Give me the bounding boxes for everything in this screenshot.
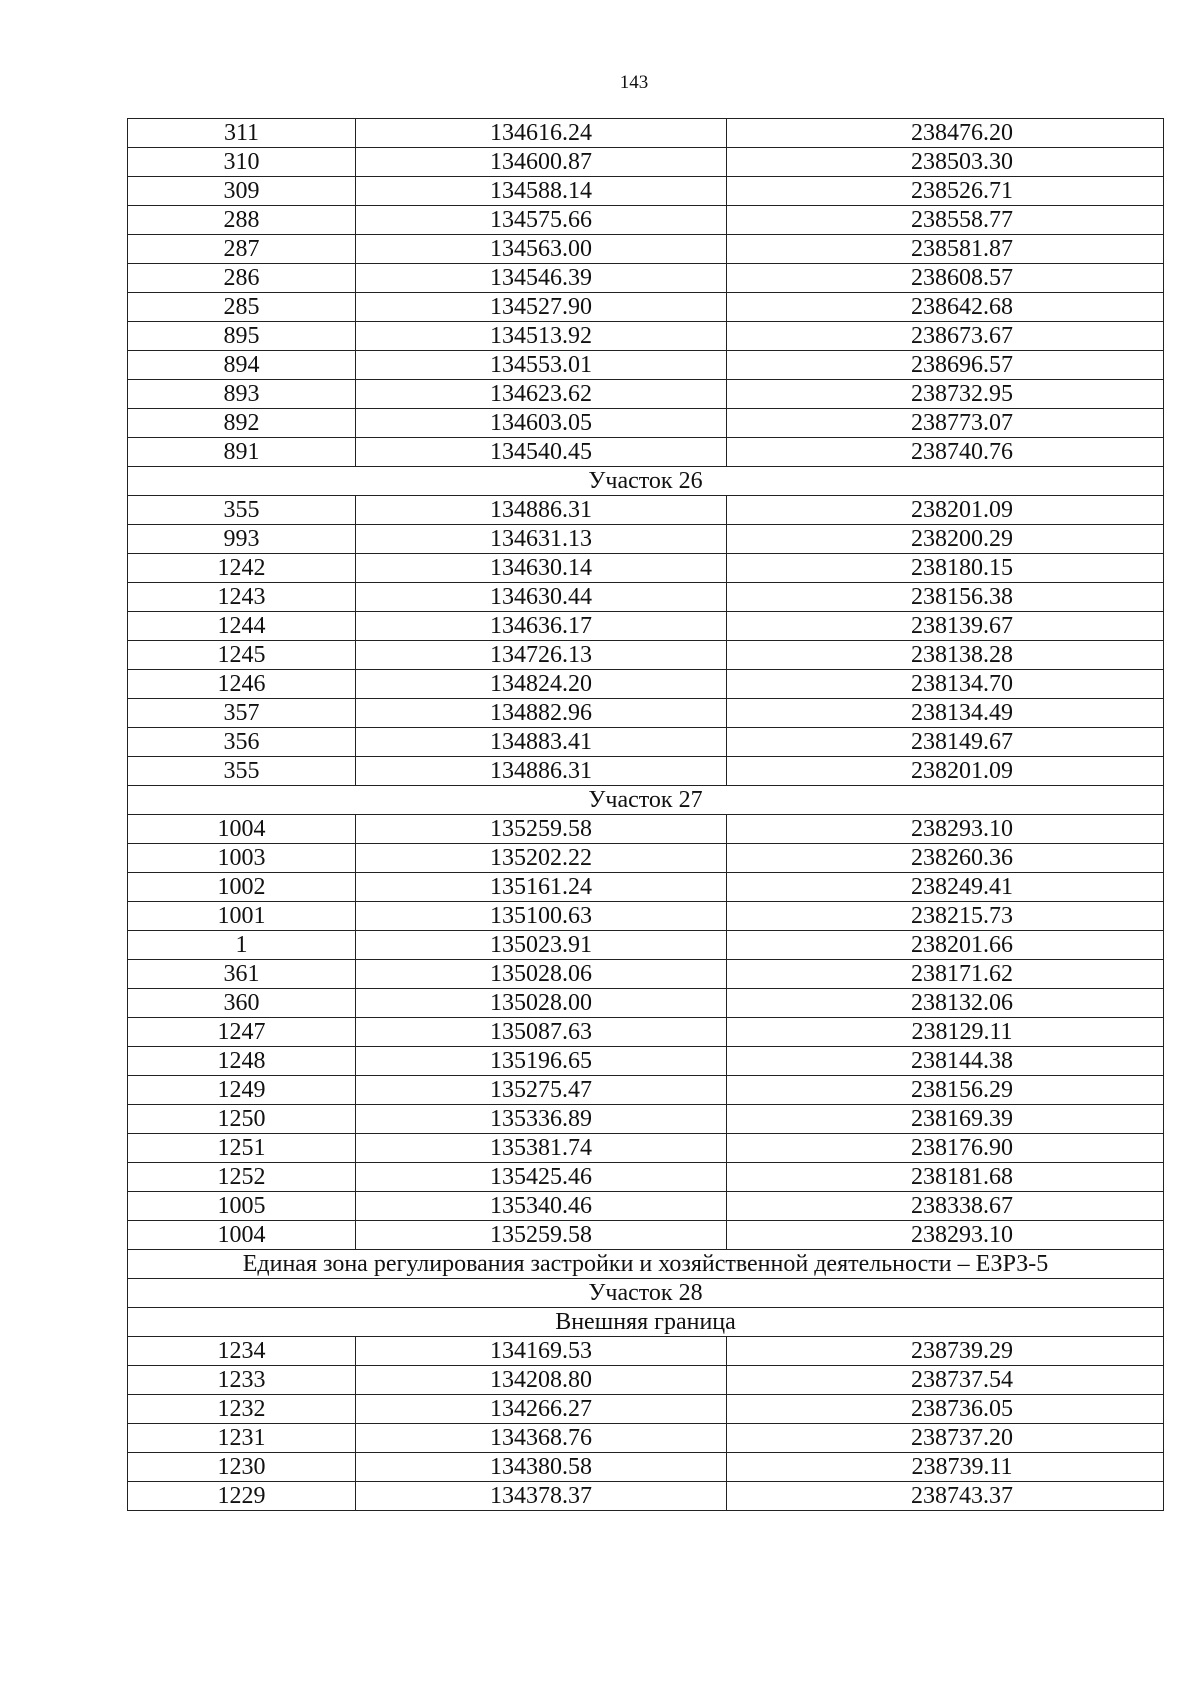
x-coordinate-cell: 134513.92 (356, 322, 727, 351)
x-coordinate-cell: 134575.66 (356, 206, 727, 235)
y-coordinate-cell: 238201.09 (727, 757, 1164, 786)
section-title: Участок 26 (128, 467, 1164, 496)
table-row (128, 699, 1164, 728)
y-coordinate-cell: 238144.38 (727, 1047, 1164, 1076)
point-number-cell: 1249 (128, 1076, 356, 1105)
y-coordinate-cell: 238215.73 (727, 902, 1164, 931)
x-coordinate-cell: 134600.87 (356, 148, 727, 177)
x-coordinate-cell: 135161.24 (356, 873, 727, 902)
point-number-cell: 1245 (128, 641, 356, 670)
y-coordinate-cell: 238737.20 (727, 1424, 1164, 1453)
y-coordinate-cell: 238526.71 (727, 177, 1164, 206)
y-coordinate-cell: 238743.37 (727, 1482, 1164, 1511)
x-coordinate-cell: 135259.58 (356, 1221, 727, 1250)
x-coordinate-cell: 134886.31 (356, 757, 727, 786)
point-number-cell: 311 (128, 119, 356, 148)
point-number-cell: 993 (128, 525, 356, 554)
y-coordinate-cell: 238739.11 (727, 1453, 1164, 1482)
x-coordinate-cell: 134208.80 (356, 1366, 727, 1395)
y-coordinate-cell: 238293.10 (727, 1221, 1164, 1250)
point-number-cell: 1002 (128, 873, 356, 902)
point-number-cell: 286 (128, 264, 356, 293)
y-coordinate-cell: 238134.49 (727, 699, 1164, 728)
point-number-cell: 361 (128, 960, 356, 989)
x-coordinate-cell: 134616.24 (356, 119, 727, 148)
table-row (128, 380, 1164, 409)
point-number-cell: 1244 (128, 612, 356, 641)
table-row (128, 1337, 1164, 1366)
x-coordinate-cell: 134726.13 (356, 641, 727, 670)
table-row (128, 583, 1164, 612)
x-coordinate-cell: 134824.20 (356, 670, 727, 699)
x-coordinate-cell: 134540.45 (356, 438, 727, 467)
point-number-cell: 892 (128, 409, 356, 438)
point-number-cell: 1003 (128, 844, 356, 873)
section-title: Участок 27 (128, 786, 1164, 815)
y-coordinate-cell: 238149.67 (727, 728, 1164, 757)
y-coordinate-cell: 238200.29 (727, 525, 1164, 554)
x-coordinate-cell: 135028.06 (356, 960, 727, 989)
y-coordinate-cell: 238156.38 (727, 583, 1164, 612)
point-number-cell: 310 (128, 148, 356, 177)
y-coordinate-cell: 238180.15 (727, 554, 1164, 583)
table-row (128, 235, 1164, 264)
point-number-cell: 891 (128, 438, 356, 467)
x-coordinate-cell: 134378.37 (356, 1482, 727, 1511)
x-coordinate-cell: 134631.13 (356, 525, 727, 554)
x-coordinate-cell: 135202.22 (356, 844, 727, 873)
point-number-cell: 1232 (128, 1395, 356, 1424)
table-row (128, 1018, 1164, 1047)
point-number-cell: 1 (128, 931, 356, 960)
point-number-cell: 1242 (128, 554, 356, 583)
table-row (128, 496, 1164, 525)
point-number-cell: 1243 (128, 583, 356, 612)
table-row (128, 1076, 1164, 1105)
y-coordinate-cell: 238737.54 (727, 1366, 1164, 1395)
x-coordinate-cell: 135381.74 (356, 1134, 727, 1163)
x-coordinate-cell: 135196.65 (356, 1047, 727, 1076)
y-coordinate-cell: 238176.90 (727, 1134, 1164, 1163)
x-coordinate-cell: 134886.31 (356, 496, 727, 525)
section-header-row (128, 1279, 1164, 1308)
section-title: Внешняя граница (128, 1308, 1164, 1337)
y-coordinate-cell: 238773.07 (727, 409, 1164, 438)
y-coordinate-cell: 238608.57 (727, 264, 1164, 293)
x-coordinate-cell: 134883.41 (356, 728, 727, 757)
table-row (128, 554, 1164, 583)
table-row (128, 989, 1164, 1018)
y-coordinate-cell: 238338.67 (727, 1192, 1164, 1221)
x-coordinate-cell: 134380.58 (356, 1453, 727, 1482)
y-coordinate-cell: 238201.66 (727, 931, 1164, 960)
point-number-cell: 1004 (128, 1221, 356, 1250)
point-number-cell: 1229 (128, 1482, 356, 1511)
point-number-cell: 285 (128, 293, 356, 322)
page-number: 143 (619, 72, 649, 93)
point-number-cell: 1005 (128, 1192, 356, 1221)
y-coordinate-cell: 238732.95 (727, 380, 1164, 409)
x-coordinate-cell: 135340.46 (356, 1192, 727, 1221)
y-coordinate-cell: 238129.11 (727, 1018, 1164, 1047)
table-row (128, 322, 1164, 351)
point-number-cell: 1233 (128, 1366, 356, 1395)
table-row (128, 1395, 1164, 1424)
table-row (128, 1424, 1164, 1453)
x-coordinate-cell: 134368.76 (356, 1424, 727, 1453)
section-header-row (128, 1308, 1164, 1337)
table-row (128, 728, 1164, 757)
point-number-cell: 1234 (128, 1337, 356, 1366)
table-row (128, 757, 1164, 786)
point-number-cell: 1004 (128, 815, 356, 844)
point-number-cell: 1247 (128, 1018, 356, 1047)
x-coordinate-cell: 134882.96 (356, 699, 727, 728)
table-row (128, 815, 1164, 844)
table-row (128, 1482, 1164, 1511)
x-coordinate-cell: 134588.14 (356, 177, 727, 206)
table-row (128, 1047, 1164, 1076)
table-row (128, 438, 1164, 467)
table-row (128, 960, 1164, 989)
y-coordinate-cell: 238249.41 (727, 873, 1164, 902)
table-row (128, 1134, 1164, 1163)
point-number-cell: 893 (128, 380, 356, 409)
table-row (128, 206, 1164, 235)
y-coordinate-cell: 238696.57 (727, 351, 1164, 380)
y-coordinate-cell: 238181.68 (727, 1163, 1164, 1192)
y-coordinate-cell: 238134.70 (727, 670, 1164, 699)
table-row (128, 1192, 1164, 1221)
table-row (128, 409, 1164, 438)
point-number-cell: 287 (128, 235, 356, 264)
y-coordinate-cell: 238132.06 (727, 989, 1164, 1018)
table-row (128, 1105, 1164, 1134)
point-number-cell: 355 (128, 496, 356, 525)
section-title: Участок 28 (128, 1279, 1164, 1308)
y-coordinate-cell: 238739.29 (727, 1337, 1164, 1366)
y-coordinate-cell: 238673.67 (727, 322, 1164, 351)
point-number-cell: 1230 (128, 1453, 356, 1482)
table-row (128, 931, 1164, 960)
point-number-cell: 1250 (128, 1105, 356, 1134)
point-number-cell: 1001 (128, 902, 356, 931)
y-coordinate-cell: 238293.10 (727, 815, 1164, 844)
y-coordinate-cell: 238581.87 (727, 235, 1164, 264)
point-number-cell: 309 (128, 177, 356, 206)
table-row (128, 264, 1164, 293)
y-coordinate-cell: 238156.29 (727, 1076, 1164, 1105)
point-number-cell: 1248 (128, 1047, 356, 1076)
x-coordinate-cell: 134553.01 (356, 351, 727, 380)
x-coordinate-cell: 135087.63 (356, 1018, 727, 1047)
x-coordinate-cell: 134527.90 (356, 293, 727, 322)
point-number-cell: 288 (128, 206, 356, 235)
x-coordinate-cell: 134630.44 (356, 583, 727, 612)
point-number-cell: 1231 (128, 1424, 356, 1453)
table-row (128, 1221, 1164, 1250)
y-coordinate-cell: 238503.30 (727, 148, 1164, 177)
y-coordinate-cell: 238260.36 (727, 844, 1164, 873)
y-coordinate-cell: 238138.28 (727, 641, 1164, 670)
table-row (128, 902, 1164, 931)
table-row (128, 1453, 1164, 1482)
x-coordinate-cell: 135259.58 (356, 815, 727, 844)
x-coordinate-cell: 134266.27 (356, 1395, 727, 1424)
point-number-cell: 356 (128, 728, 356, 757)
section-header-row (128, 786, 1164, 815)
section-header-row (128, 467, 1164, 496)
point-number-cell: 1246 (128, 670, 356, 699)
x-coordinate-cell: 134603.05 (356, 409, 727, 438)
table-row (128, 641, 1164, 670)
point-number-cell: 357 (128, 699, 356, 728)
x-coordinate-cell: 134630.14 (356, 554, 727, 583)
x-coordinate-cell: 135275.47 (356, 1076, 727, 1105)
point-number-cell: 1252 (128, 1163, 356, 1192)
table-row (128, 525, 1164, 554)
y-coordinate-cell: 238171.62 (727, 960, 1164, 989)
point-number-cell: 894 (128, 351, 356, 380)
x-coordinate-cell: 134623.62 (356, 380, 727, 409)
point-number-cell: 355 (128, 757, 356, 786)
y-coordinate-cell: 238736.05 (727, 1395, 1164, 1424)
section-title: Единая зона регулирования застройки и хозяйственной деятельности – ЕЗРЗ-5 (128, 1250, 1164, 1279)
table-row (128, 1163, 1164, 1192)
x-coordinate-cell: 134169.53 (356, 1337, 727, 1366)
y-coordinate-cell: 238642.68 (727, 293, 1164, 322)
x-coordinate-cell: 135336.89 (356, 1105, 727, 1134)
y-coordinate-cell: 238558.77 (727, 206, 1164, 235)
table-row (128, 148, 1164, 177)
y-coordinate-cell: 238169.39 (727, 1105, 1164, 1134)
x-coordinate-cell: 134546.39 (356, 264, 727, 293)
table-row (128, 612, 1164, 641)
y-coordinate-cell: 238201.09 (727, 496, 1164, 525)
table-row (128, 293, 1164, 322)
y-coordinate-cell: 238476.20 (727, 119, 1164, 148)
section-header-row (128, 1250, 1164, 1279)
y-coordinate-cell: 238139.67 (727, 612, 1164, 641)
point-number-cell: 1251 (128, 1134, 356, 1163)
table-row (128, 177, 1164, 206)
x-coordinate-cell: 135028.00 (356, 989, 727, 1018)
x-coordinate-cell: 135425.46 (356, 1163, 727, 1192)
y-coordinate-cell: 238740.76 (727, 438, 1164, 467)
x-coordinate-cell: 134636.17 (356, 612, 727, 641)
table-row (128, 1366, 1164, 1395)
point-number-cell: 360 (128, 989, 356, 1018)
x-coordinate-cell: 134563.00 (356, 235, 727, 264)
table-row (128, 351, 1164, 380)
table-row (128, 119, 1164, 148)
coordinates-table (127, 118, 1164, 1511)
coordinates-table-body (128, 119, 1164, 1511)
table-row (128, 873, 1164, 902)
x-coordinate-cell: 135023.91 (356, 931, 727, 960)
table-row (128, 844, 1164, 873)
point-number-cell: 895 (128, 322, 356, 351)
x-coordinate-cell: 135100.63 (356, 902, 727, 931)
table-row (128, 670, 1164, 699)
